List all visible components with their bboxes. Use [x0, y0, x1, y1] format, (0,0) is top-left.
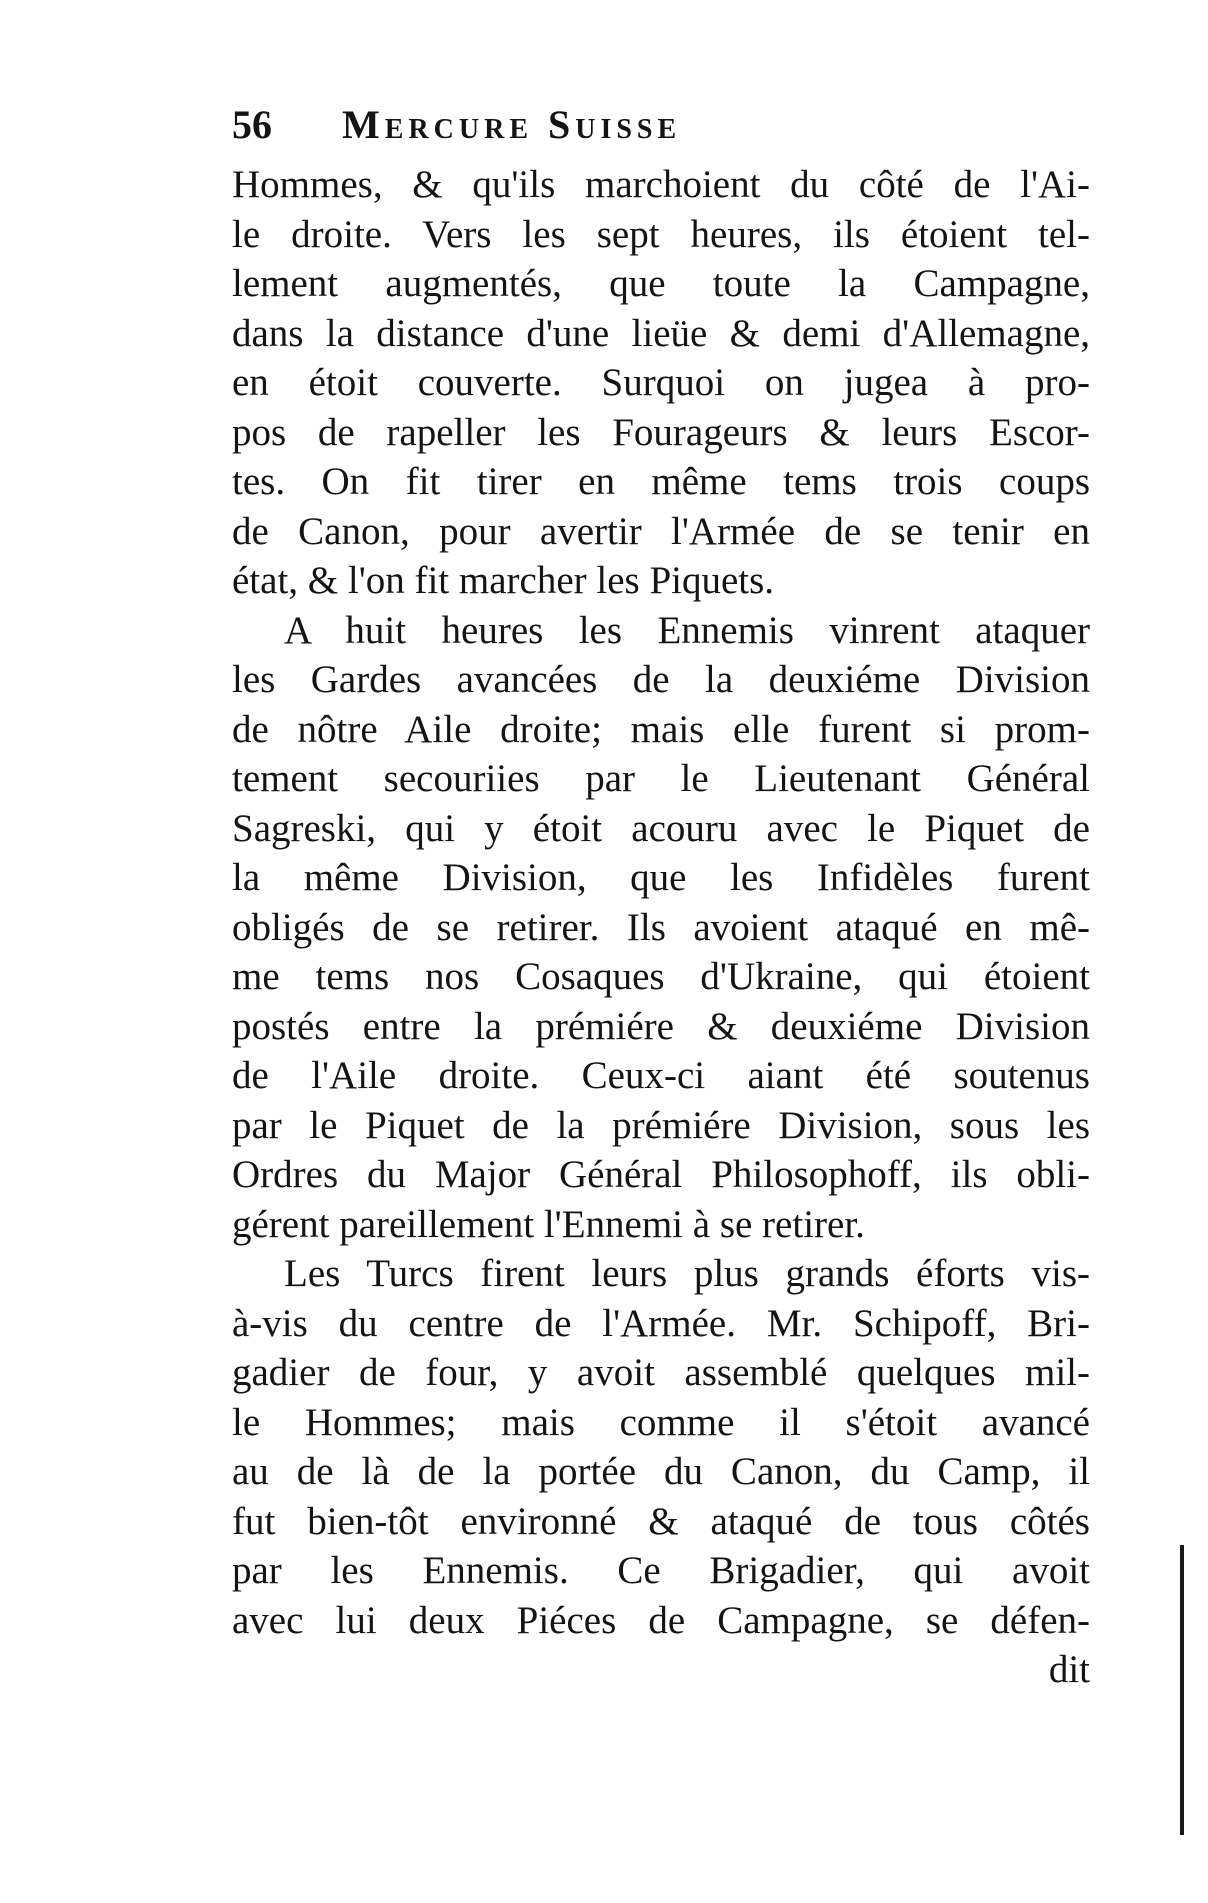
text-line: la même Division, que les Infidèles furent [232, 856, 1090, 899]
text-line: Hommes, & qu'ils marchoient du côté de l'Ai- [232, 163, 1090, 206]
text-line: par le Piquet de la prémiére Division, sous les [232, 1103, 1090, 1147]
text-line: état, & l'on fit marcher les Piquets. [232, 559, 775, 602]
text-line: fut bien-tôt environné & ataqué de tous côtés [232, 1499, 1090, 1543]
running-title: Mercure Suisse [342, 102, 682, 147]
text-line: au de là de la portée du Canon, du Camp, il [232, 1450, 1090, 1493]
page-edge-rule [1180, 1545, 1184, 1835]
text-line: Ordres du Major Général Philosophoff, ils obli- [232, 1153, 1090, 1196]
text-line: lement augmentés, que toute la Campagne, [232, 262, 1090, 305]
text-line: de l'Aile droite. Ceux-ci aiant été soutenus [232, 1054, 1090, 1097]
text-line: à-vis du centre de l'Armée. Mr. Schipoff, Bri- [232, 1301, 1090, 1345]
text-line: de nôtre Aile droite; mais elle furent si prom- [232, 707, 1090, 751]
text-line: tes. On fit tirer en même tems trois coups [232, 460, 1090, 503]
running-header [232, 95, 882, 155]
text-line: gadier de four, y avoit assemblé quelques mil- [232, 1351, 1090, 1394]
text-line: tement secouriies par le Lieutenant Général [232, 757, 1090, 800]
paragraph-first-line: A huit heures les Ennemis vinrent ataquer [284, 608, 1090, 652]
text-line: obligés de se retirer. Ils avoient ataqué en mê- [232, 905, 1090, 949]
text-line: Sagreski, qui y étoit acouru avec le Piquet de [232, 806, 1090, 850]
text-line: de Canon, pour avertir l'Armée de se tenir en [232, 509, 1090, 553]
text-line: par les Ennemis. Ce Brigadier, qui avoit [232, 1549, 1090, 1592]
text-line: pos de rapeller les Fourageurs & leurs Escor- [232, 410, 1090, 454]
text-line: dans la distance d'une lieüe & demi d'Allemagne, [232, 311, 1090, 355]
text-line: postés entre la prémiére & deuxiéme Division [232, 1004, 1090, 1048]
text-line: les Gardes avancées de la deuxiéme Division [232, 658, 1090, 701]
text-line: avec lui deux Piéces de Campagne, se défen- [232, 1598, 1090, 1642]
text-body [232, 160, 1090, 1695]
text-line: gérent pareillement l'Ennemi à se retirer. [232, 1202, 865, 1246]
text-line: le droite. Vers les sept heures, ils étoient tel- [232, 212, 1090, 256]
text-line: le Hommes; mais comme il s'étoit avancé [232, 1400, 1090, 1444]
page-number: 56 [232, 102, 272, 147]
catchword: dit [1048, 1648, 1090, 1691]
text-line: en étoit couverte. Surquoi on jugea à pro- [232, 361, 1090, 404]
paragraph-first-line: Les Turcs firent leurs plus grands éforts vis- [284, 1252, 1090, 1295]
text-line: me tems nos Cosaques d'Ukraine, qui étoient [232, 955, 1090, 998]
